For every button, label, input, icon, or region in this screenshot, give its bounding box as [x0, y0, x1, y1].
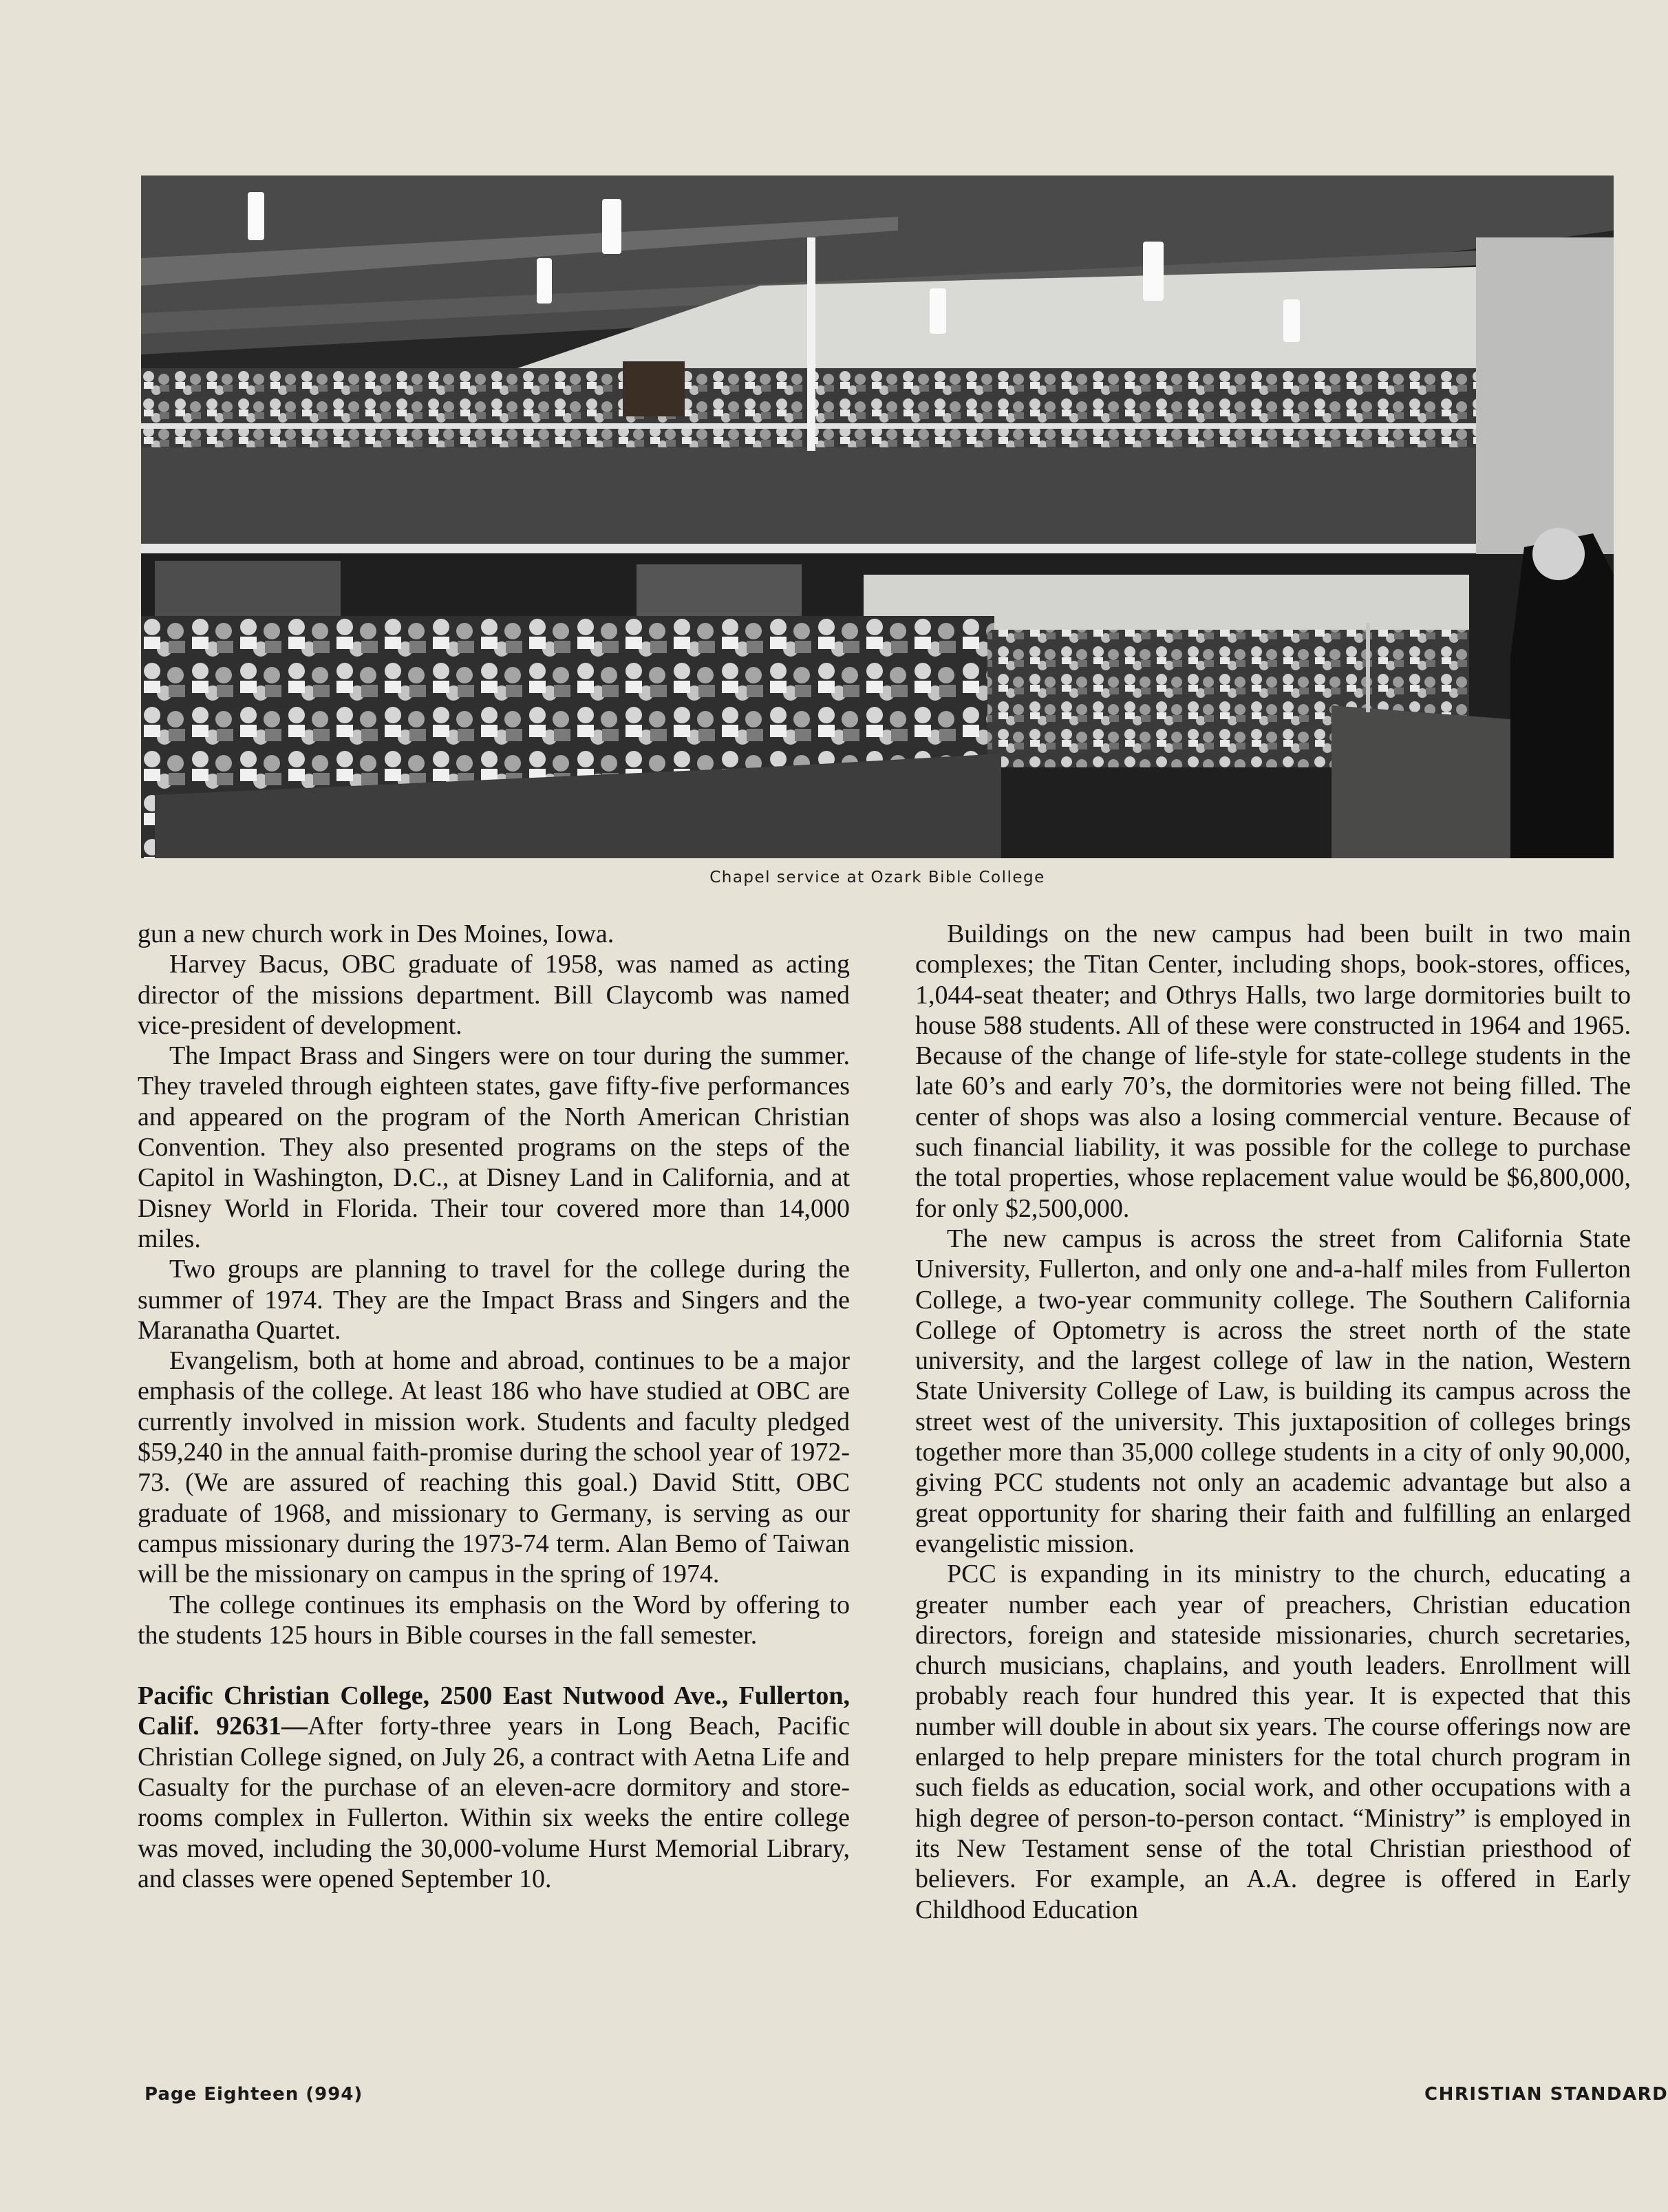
paragraph: The college continues its emphasis on the Word by offering to the students 125 hours in Bible courses in the fall semester.: [138, 1590, 850, 1650]
paragraph: gun a new church work in Des Moines, Iowa.: [138, 919, 614, 948]
left-column: [138, 919, 850, 1894]
photo-caption: Chapel service at Ozark Bible College: [709, 869, 1045, 886]
page-number: Page Eighteen (994): [145, 2084, 363, 2105]
pcc-paragraph: [138, 1681, 850, 1894]
paragraph: The new campus is across the street from California State University, Fullerton, and only one and-a-half miles from Fullerton College, a two-year community college. The Southern California College of Optometry is across the street north of the state university, and the largest college of law in the nation, Western State University College of Law, is building its campus across the street west of the university. This juxtaposition of colleges brings together more than 35,000 college students in a city of only 90,000, giving PCC students not only an academic advantage but also a great opportunity for sharing their faith and fulfilling an enlarged evangelistic mission.: [915, 1224, 1631, 1558]
paragraph: Harvey Bacus, OBC graduate of 1958, was named as acting director of the missions department. Bill Claycomb was named vice-president of development.: [138, 950, 850, 1040]
paragraph: Evangelism, both at home and abroad, continues to be a major emphasis of the college. At least 186 who have studied at OBC are currently involved in mission work. Students and faculty pledged $59,240 in the annual faith-promise during the school year of 1972-73. (We are assured of reaching this goal.) David Stitt, OBC graduate of 1968, and missionary to Germany, is serving as our campus missionary during the 1973-74 term. Alan Bemo of Taiwan will be the missionary on campus in the spring of 1974.: [138, 1346, 850, 1589]
pcc-heading: Pacific Christian College, 2500 East Nutwood Ave., Fullerton, Calif. 92631—: [138, 1681, 850, 1741]
chapel-photo-image: [141, 176, 1614, 858]
publication-name: CHRISTIAN STANDARD: [1424, 2084, 1668, 2105]
paragraph: Buildings on the new campus had been built in two main complexes; the Titan Center, including shops, book-stores, offices, 1,044-seat theater; and Othrys Halls, two large dormitories built to house 588 students. All of these were constructed in 1964 and 1965. Because of the change of life-style for state-college students in the late 60’s and early 70’s, the dormitories were not being filled. The center of shops was also a losing commercial venture. Because of such financial liability, it was possible for the college to purchase the total properties, whose replacement value would be $6,800,000, for only $2,500,000.: [915, 919, 1631, 1223]
paragraph: Two groups are planning to travel for the college during the summer of 1974. They are the Impact Brass and Singers and the Maranatha Quartet.: [138, 1255, 850, 1345]
right-column: [915, 919, 1631, 1925]
paragraph: PCC is expanding in its ministry to the church, educating a greater number each year of preachers, Christian education directors, foreign and stateside missionaries, church secretaries, church musicians, chaplains, and youth leaders. Enrollment will probably reach four hundred this year. It is expected that this number will double in about six years. The course offerings now are enlarged to help prepare ministers for the total church program in such fields as education, social work, and other occupations with a high degree of person-to-person contact. “Ministry” is employed in its New Testament sense of the total Christian priesthood of believers. For example, an A.A. degree is offered in Early Childhood Education: [915, 1560, 1631, 1924]
chapel-photo: [141, 176, 1614, 858]
pcc-body: After forty-three years in Long Beach, Pacific Christian College signed, on July 26, a contract with Aetna Life and Casualty for the purchase of an eleven-acre dormitory and store-rooms complex in Fullerton. Within six weeks the entire college was moved, including the 30,000-volume Hurst Memorial Library, and classes were opened September 10.: [138, 1712, 850, 1893]
paragraph: The Impact Brass and Singers were on tour during the summer. They traveled through eighteen states, gave fifty-five performances and appeared on the program of the North American Christian Convention. They also presented programs on the steps of the Capitol in Washington, D.C., at Disney Land in California, and at Disney World in Florida. Their tour covered more than 14,000 miles.: [138, 1041, 850, 1253]
